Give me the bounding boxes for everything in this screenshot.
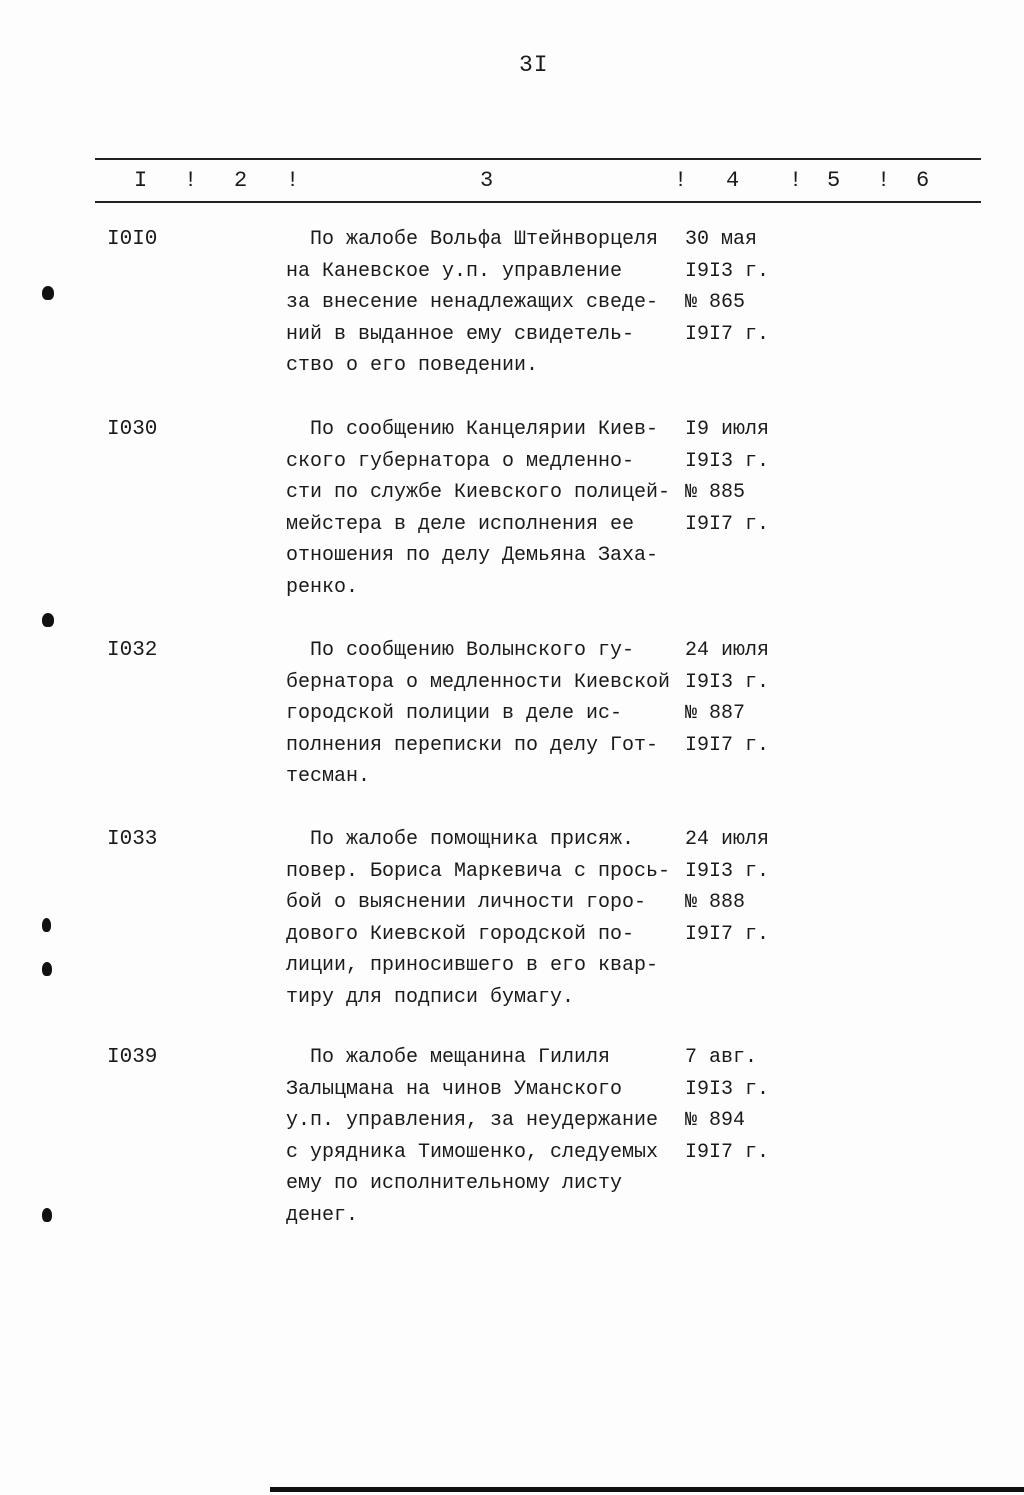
- case-number: I032: [107, 639, 158, 662]
- col-header-3: 3: [480, 168, 495, 193]
- date-line: № 865: [685, 291, 746, 315]
- case-dates: [685, 635, 805, 761]
- punch-mark: [42, 962, 52, 976]
- date-line: I9I7 г.: [685, 733, 770, 757]
- date-line: I9I7 г.: [685, 322, 770, 346]
- description-line: дового Киевской городской по-: [286, 922, 635, 946]
- col-separator: !: [789, 168, 804, 193]
- description-line: сти по службе Киевского полицей-: [286, 481, 671, 505]
- punch-mark: [42, 918, 51, 932]
- description-line: тиру для подписи бумагу.: [286, 985, 575, 1009]
- description-line: ний в выданное ему свидетель-: [286, 322, 635, 346]
- case-description: [286, 824, 678, 1014]
- date-line: I9I3 г.: [685, 449, 770, 473]
- description-line: По жалобе мещанина Гилиля: [286, 1046, 611, 1069]
- case-description: [286, 224, 678, 382]
- description-line: ему по исполнительному листу: [286, 1172, 623, 1196]
- header-bottom-rule: [95, 201, 981, 203]
- bottom-edge-line: [270, 1487, 1024, 1492]
- date-line: I9I7 г.: [685, 512, 770, 536]
- date-line: 24 июля: [685, 639, 770, 662]
- col-header-2: 2: [234, 168, 249, 193]
- date-line: I9I3 г.: [685, 1077, 770, 1101]
- description-line: повер. Бориса Маркевича с прось-: [286, 859, 671, 883]
- col-header-5: 5: [827, 168, 842, 193]
- page-number: 3I: [519, 52, 549, 78]
- case-dates: [685, 414, 805, 540]
- date-line: № 888: [685, 891, 746, 915]
- description-line: бой о выяснении личности горо-: [286, 891, 647, 915]
- date-line: I9I7 г.: [685, 1140, 770, 1164]
- description-line: По сообщению Волынского гу-: [286, 639, 635, 662]
- header-top-rule: [95, 158, 981, 160]
- case-number: I033: [107, 828, 158, 851]
- date-line: I9I7 г.: [685, 922, 770, 946]
- punch-mark: [42, 286, 54, 300]
- date-line: I9 июля: [685, 418, 770, 441]
- col-separator: !: [184, 168, 199, 193]
- description-line: у.п. управления, за неудержание: [286, 1109, 659, 1133]
- description-line: Залыцмана на чинов Уманского: [286, 1077, 623, 1101]
- case-description: [286, 414, 678, 604]
- description-line: мейстера в деле исполнения ее: [286, 512, 635, 536]
- case-number: I0I0: [107, 228, 158, 251]
- col-header-4: 4: [726, 168, 741, 193]
- description-line: ского губернатора о медленно-: [286, 449, 635, 473]
- col-separator: !: [674, 168, 689, 193]
- description-line: с урядника Тимошенко, следуемых: [286, 1140, 659, 1164]
- case-description: [286, 1042, 678, 1232]
- col-separator: !: [286, 168, 301, 193]
- description-line: денег.: [286, 1203, 359, 1227]
- description-line: отношения по делу Демьяна Заха-: [286, 544, 659, 568]
- date-line: 24 июля: [685, 828, 770, 851]
- description-line: По жалобе помощника присяж.: [286, 828, 635, 851]
- col-header-6: 6: [916, 168, 931, 193]
- date-line: № 885: [685, 481, 746, 505]
- case-dates: [685, 224, 805, 350]
- punch-mark: [42, 613, 54, 627]
- description-line: тесман.: [286, 765, 371, 789]
- col-separator: !: [877, 168, 892, 193]
- date-line: I9I3 г.: [685, 670, 770, 694]
- description-line: ство о его поведении.: [286, 354, 539, 378]
- case-number: I039: [107, 1046, 158, 1069]
- description-line: на Каневское у.п. управление: [286, 259, 623, 283]
- case-dates: [685, 1042, 805, 1168]
- description-line: за внесение ненадлежащих сведе-: [286, 291, 659, 315]
- description-line: ренко.: [286, 575, 359, 599]
- description-line: По сообщению Канцелярии Киев-: [286, 418, 659, 441]
- date-line: 7 авг.: [685, 1046, 758, 1069]
- description-line: полнения переписки по делу Гот-: [286, 733, 659, 757]
- date-line: № 887: [685, 702, 746, 726]
- description-line: По жалобе Вольфа Штейнворцеля: [286, 228, 659, 251]
- date-line: I9I3 г.: [685, 859, 770, 883]
- case-dates: [685, 824, 805, 950]
- description-line: городской полиции в деле ис-: [286, 702, 623, 726]
- description-line: бернатора о медленности Киевской: [286, 670, 671, 694]
- date-line: I9I3 г.: [685, 259, 770, 283]
- date-line: № 894: [685, 1109, 746, 1133]
- date-line: 30 мая: [685, 228, 758, 251]
- description-line: лиции, приносившего в его квар-: [286, 954, 659, 978]
- case-number: I030: [107, 418, 158, 441]
- case-description: [286, 635, 678, 793]
- punch-mark: [42, 1208, 52, 1222]
- col-header-1: I: [134, 168, 149, 193]
